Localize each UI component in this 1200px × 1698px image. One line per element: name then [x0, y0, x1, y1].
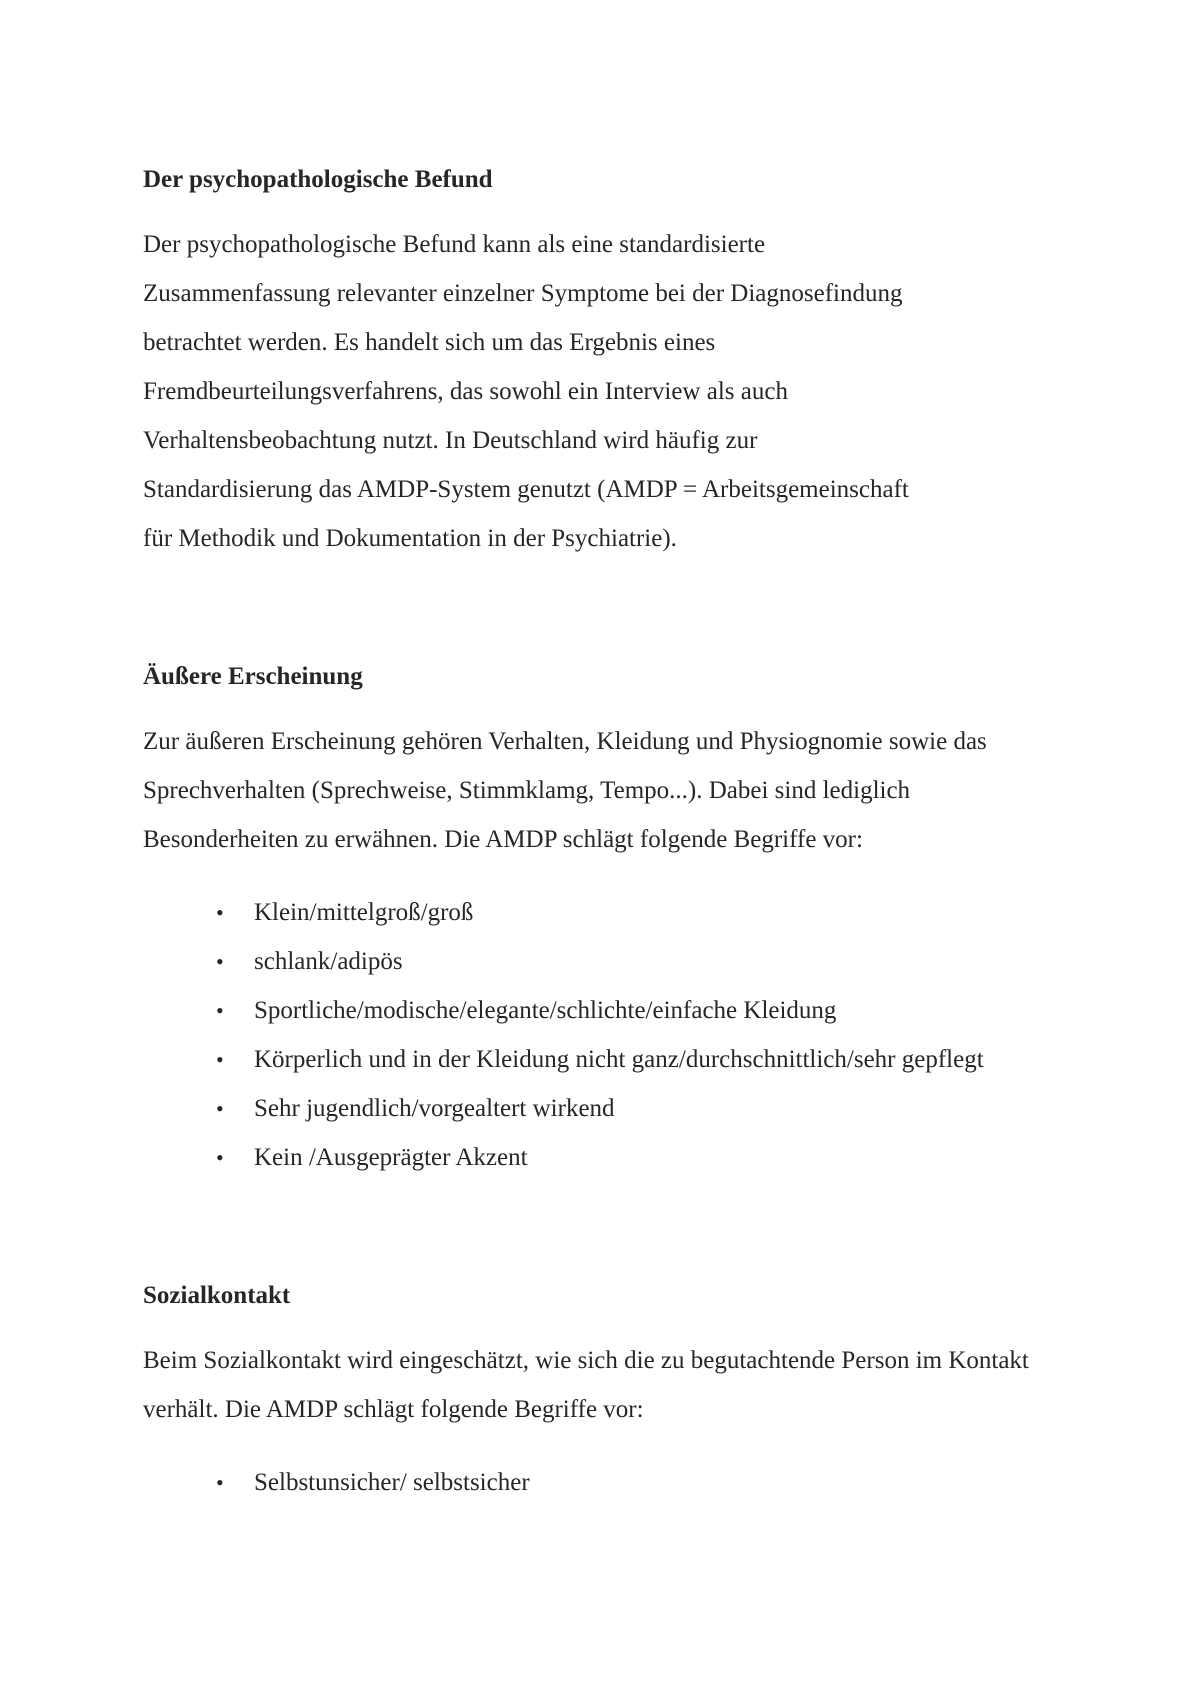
list-item-text: Sehr jugendlich/vorgealtert wirkend — [254, 1095, 615, 1122]
bullet-icon: • — [216, 1096, 224, 1121]
list-item-text: Kein /Ausgeprägter Akzent — [254, 1144, 528, 1171]
list-item — [143, 888, 1043, 937]
bullet-list-sozialkontakt — [143, 1458, 1043, 1507]
document-content — [143, 160, 1083, 1507]
list-item — [143, 986, 1043, 1035]
list-item-text: schlank/adipös — [254, 948, 403, 975]
list-item — [143, 1458, 1043, 1507]
bullet-icon: • — [216, 1145, 224, 1170]
list-item-text: Sportliche/modische/elegante/schlichte/einfache Kleidung — [254, 997, 837, 1024]
section-heading-sozialkontakt: Sozialkontakt — [143, 1282, 291, 1309]
section-heading-erscheinung: Äußere Erscheinung — [143, 663, 363, 690]
section-paragraph-erscheinung: Zur äußeren Erscheinung gehören Verhalten, Kleidung und Physiognomie sowie das Sprechverhalten (Sprechweise, Stimmklamg, Tempo...). Dabei sind lediglich Besonderheiten zu erwähnen. Die AMDP schlägt folgende Begriffe vor: — [143, 728, 987, 853]
list-item-text: Klein/mittelgroß/groß — [254, 899, 474, 926]
list-item — [143, 1084, 1043, 1133]
bullet-icon: • — [216, 998, 224, 1023]
bullet-icon: • — [216, 900, 224, 925]
bullet-icon: • — [216, 949, 224, 974]
list-item-text: Selbstunsicher/ selbstsicher — [254, 1469, 530, 1496]
bullet-list-erscheinung — [143, 888, 1043, 1182]
bullet-icon: • — [216, 1047, 224, 1072]
section-paragraph-befund: Der psychopathologische Befund kann als eine standardisierte Zusammenfassung relevanter einzelner Symptome bei der Diagnosefindung betrachtet werden. Es handelt sich um das Ergebnis eines Fremdbeurteilungsverfahrens, das sowohl ein Interview als auch Verhaltensbeobachtung nutzt. In Deutschland wird häufig zur Standardisierung das AMDP-System genutzt (AMDP = Arbeitsgemeinschaft für Methodik und Dokumentation in der Psychiatrie). — [143, 231, 909, 552]
list-item — [143, 937, 1043, 986]
list-item — [143, 1035, 1134, 1084]
bullet-icon: • — [216, 1470, 224, 1495]
section-heading-befund: Der psychopathologische Befund — [143, 166, 493, 193]
section-paragraph-sozialkontakt: Beim Sozialkontakt wird eingeschätzt, wie sich die zu begutachtende Person im Kontakt verhält. Die AMDP schlägt folgende Begriffe vor: — [143, 1347, 1029, 1423]
list-item-text: Körperlich und in der Kleidung nicht ganz/durchschnittlich/sehr gepflegt — [254, 1046, 984, 1073]
list-item — [143, 1133, 1043, 1182]
